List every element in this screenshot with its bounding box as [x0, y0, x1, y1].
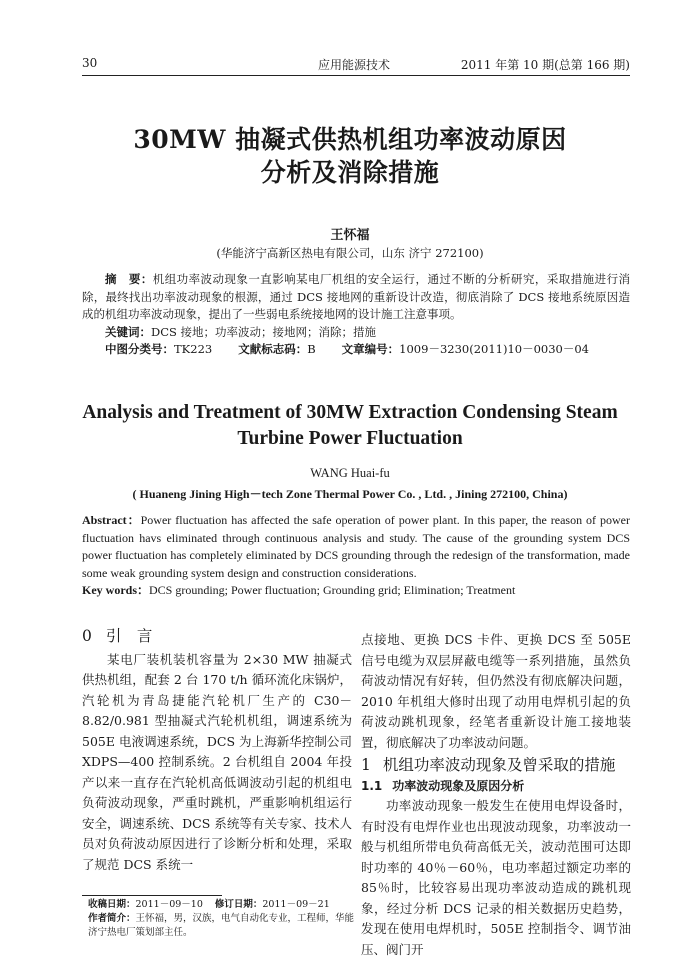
doc-code-label: 文献标志码： — [238, 342, 308, 356]
keywords-en: DCS grounding; Power fluctuation; Grounding grid; Elimination; Treatment — [149, 583, 516, 597]
page-number: 30 — [82, 56, 98, 70]
section-0-title: 引 言 — [105, 627, 153, 645]
subsection-1-1-title: 功率波动现象及原因分析 — [392, 778, 525, 793]
abstract-cn — [82, 271, 630, 359]
title-en-line2: Turbine Power Fluctuation — [237, 428, 463, 449]
journal-name: 应用能源技术 — [318, 58, 391, 72]
clc-number: TK223 — [174, 342, 213, 356]
author-bio: 王怀福，男，汉族，电气自动化专业，工程师，华能济宁热电厂策划部主任。 — [88, 913, 355, 938]
title-cn-line2: 分析及消除措施 — [260, 158, 440, 187]
section-1-title: 机组功率波动现象及曾采取的措施 — [382, 756, 616, 774]
article-number: 1009－3230(2011)10－0030－04 — [399, 342, 589, 356]
received-label: 收稿日期： — [88, 899, 136, 910]
abstract-cn-text: 机组功率波动现象一直影响某电厂机组的安全运行，通过不断的分析研究，采取措施进行消除，最终找出功率波动现象的根源，通过 DCS 接地网的重新设计改造，彻底消除了 DCS 接地系统原因造成的机组功率波动现象，提出了一些弱电系统接地网的设计施工注意事项。 — [82, 272, 631, 321]
keywords-en-label: Key words： — [82, 583, 149, 597]
section-0-number: 0 — [82, 627, 92, 645]
section-0-paragraph-cont: 点接地、更换 DCS 卡件、更换 DCS 至 505E 信号电缆为双层屏蔽电缆等一系列措施，虽然负荷波动情况有好转，但仍然没有彻底解决问题，2010 年机组大修时出现了动用电焊机引起的负荷波动跳机现象，经笔者重新设计施工接地装置，彻底解决了功率波动问题。 — [361, 632, 631, 750]
author-bio-label: 作者简介： — [88, 913, 136, 924]
left-column — [82, 626, 352, 875]
article-number-label: 文章编号： — [341, 342, 400, 356]
title-en-line1: Analysis and Treatment of 30MW Extraction Condensing Steam — [82, 402, 618, 423]
right-column — [361, 630, 631, 960]
author-cn: 王怀福 — [330, 228, 370, 243]
footnote — [82, 898, 357, 940]
abstract-en-label: Abstract： — [82, 513, 141, 527]
abstract-cn-label: 摘 要： — [105, 272, 153, 286]
abstract-en-text: Power fluctuation has affected the safe operation of power plant. In this paper, the reason of power fluctuation havs eliminated through continuous analysis and study. The cause of the grounding system DCS power fluctuation has completely eliminated by DCS grounding through the redesign of the transformation, made some weak grounding system design and construction considerations. — [82, 513, 631, 580]
section-1-paragraph: 功率波动现象一般发生在使用电焊设备时，有时没有电焊作业也出现波动现象，功率波动一般与机组所带电负荷高低无关，波动范围可达即时功率的 40％－60％，电功率超过额定功率的 85％时，比较容易出现功率波动造成的跳机现象，经过分析 DCS 记录的相关数据历史趋势，发现在使用电焊机时，505E 控制指令、调节油压、阀门开 — [361, 798, 631, 957]
issue-info: 2011 年第 10 期(总第 166 期) — [460, 58, 630, 72]
section-1-number: 1 — [361, 756, 371, 774]
section-0-paragraph: 某电厂装机装机容量为 2×30 MW 抽凝式供热机组，配套 2 台 170 t/h 循环流化床锅炉，汽轮机为青岛捷能汽轮机厂生产的 C30－8.82/0.981 型抽凝式汽轮机机组，调速系统为 505E 电液调速系统，DCS 为上海新华控制公司 XDPS—400 控制系统。2 台机组自 2004 年投产以来一直存在汽轮机高低调波动引起的机组电负荷波动现象，严重时跳机，严重影响机组运行安全，调速系统、DCS 系统等有关专家、技术人员对负荷波动原因进行了诊断分析和处理，采取了规范 DCS 系统一 — [82, 651, 352, 872]
clc-label: 中图分类号： — [105, 342, 174, 356]
subsection-1-1-number: 1.1 — [361, 778, 383, 793]
doc-code: B — [307, 342, 316, 356]
header-rule — [82, 75, 630, 76]
abstract-en — [82, 512, 630, 600]
revised-date: 2011－09－21 — [262, 899, 330, 910]
received-date: 2011－09－10 — [135, 899, 203, 910]
author-en: WANG Huai-fu — [310, 466, 390, 480]
keywords-cn-label: 关键词： — [105, 324, 151, 339]
revised-label: 修订日期： — [214, 899, 263, 910]
footnote-rule — [82, 895, 222, 896]
affiliation-en: ( Huaneng Jining High－tech Zone Thermal Power Co. , Ltd. , Jining 272100, China) — [132, 487, 568, 501]
title-cn-line1: 30MW 抽凝式供热机组功率波动原因 — [133, 125, 567, 154]
affiliation-cn: (华能济宁高新区热电有限公司，山东 济宁 272100) — [216, 246, 484, 260]
keywords-cn: DCS 接地；功率波动；接地网；消除；措施 — [151, 324, 377, 339]
